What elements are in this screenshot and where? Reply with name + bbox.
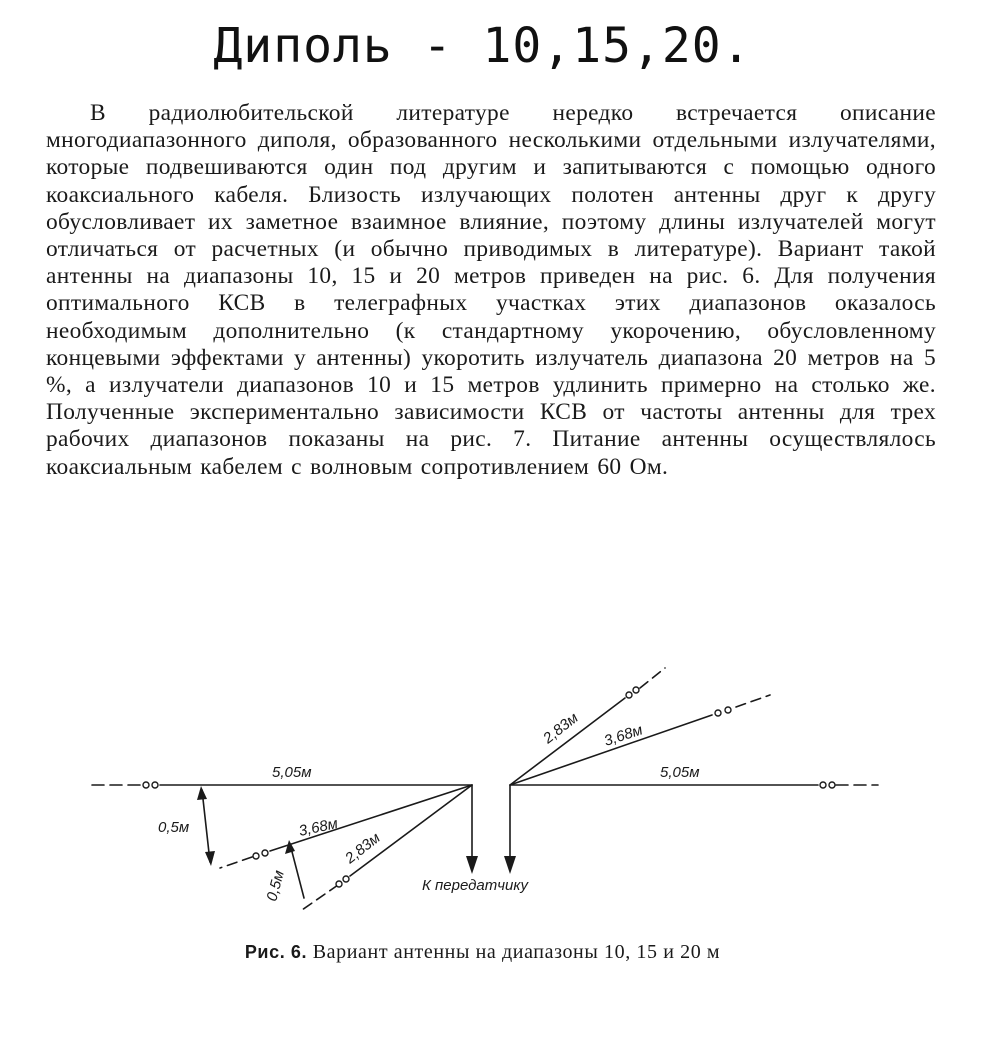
- right-mid-length-label: 3,68м: [601, 721, 645, 750]
- antenna-diagram: [0, 640, 997, 930]
- caption-prefix: Рис. 6.: [244, 942, 308, 962]
- right-feed-arrow: [504, 856, 516, 874]
- right-top-length-label: 5,05м: [660, 764, 700, 781]
- antenna-figure: [0, 640, 997, 930]
- insulator: [253, 853, 259, 859]
- left-feed-arrow: [466, 856, 478, 874]
- spacing-upper-dimension: [202, 790, 210, 862]
- spacing-lower-arrow-top: [285, 840, 295, 854]
- left-low-length-label: 2,83м: [341, 829, 384, 868]
- left-mid-length-label: 3,68м: [297, 815, 340, 840]
- spacing-lower-label: 0,5м: [263, 868, 288, 904]
- insulator: [143, 782, 149, 788]
- left-top-length-label: 5,05м: [272, 764, 312, 781]
- spacing-upper-label: 0,5м: [158, 819, 190, 836]
- right-low-length-label: 2,83м: [539, 709, 582, 748]
- insulator: [626, 692, 632, 698]
- body-paragraph: В радиолюбительской литературе нередко встречается описание многодиапазонного диполя, образованного несколькими отдельными излучателями, которые подвешиваются один под другим и запитываются с помощью одного коаксиального кабеля. Близость излучающих полотен антенны друг к другу обусловливает их заметное взаимное влияние, поэтому длины излучателей могут отличаться от расчетных (и обычно приводимых в литературе). Вариант такой антенны на диапазоны 10, 15 и 20 метров приведен на рис. 6. Для получения оптимального КСВ в телеграфных участках этих диапазонов оказалось необходимым дополнительно (к стандартному укорочению, обусловленному концевыми эффектами у антенны) укоротить излучатель диапазона 20 метров на 5 %, а излучатели диапазонов 10 и 15 метров удлинить примерно на столько же. Полученные экспериментально зависимости КСВ от частоты антенны для трех рабочих диапазонов показаны на рис. 7. Питание антенны осуществлялось коаксиальным кабелем с волновым сопротивлением 60 Ом.: [46, 100, 936, 480]
- page-title: Диполь - 10,15,20.: [213, 18, 752, 74]
- feed-label: К передатчику: [422, 877, 528, 894]
- insulator: [820, 782, 826, 788]
- insulator: [633, 687, 639, 693]
- insulator: [725, 707, 731, 713]
- spacing-lower-dimension: [290, 844, 304, 898]
- right-low-extension: [640, 668, 665, 688]
- caption-text: Вариант антенны на диапазоны 10, 15 и 20 м: [312, 941, 721, 963]
- body-text: [46, 100, 936, 481]
- insulator: [829, 782, 835, 788]
- figure-caption: [0, 941, 965, 964]
- insulator: [715, 710, 721, 716]
- left-low-extension: [302, 885, 338, 910]
- spacing-upper-arrow-top: [197, 786, 207, 800]
- left-low-wire: [350, 785, 472, 876]
- right-mid-extension: [736, 695, 770, 707]
- left-mid-extension: [220, 857, 252, 868]
- insulator: [152, 782, 158, 788]
- insulator: [262, 850, 268, 856]
- insulator: [343, 876, 349, 882]
- insulator: [336, 881, 342, 887]
- spacing-upper-arrow-bottom: [205, 851, 215, 866]
